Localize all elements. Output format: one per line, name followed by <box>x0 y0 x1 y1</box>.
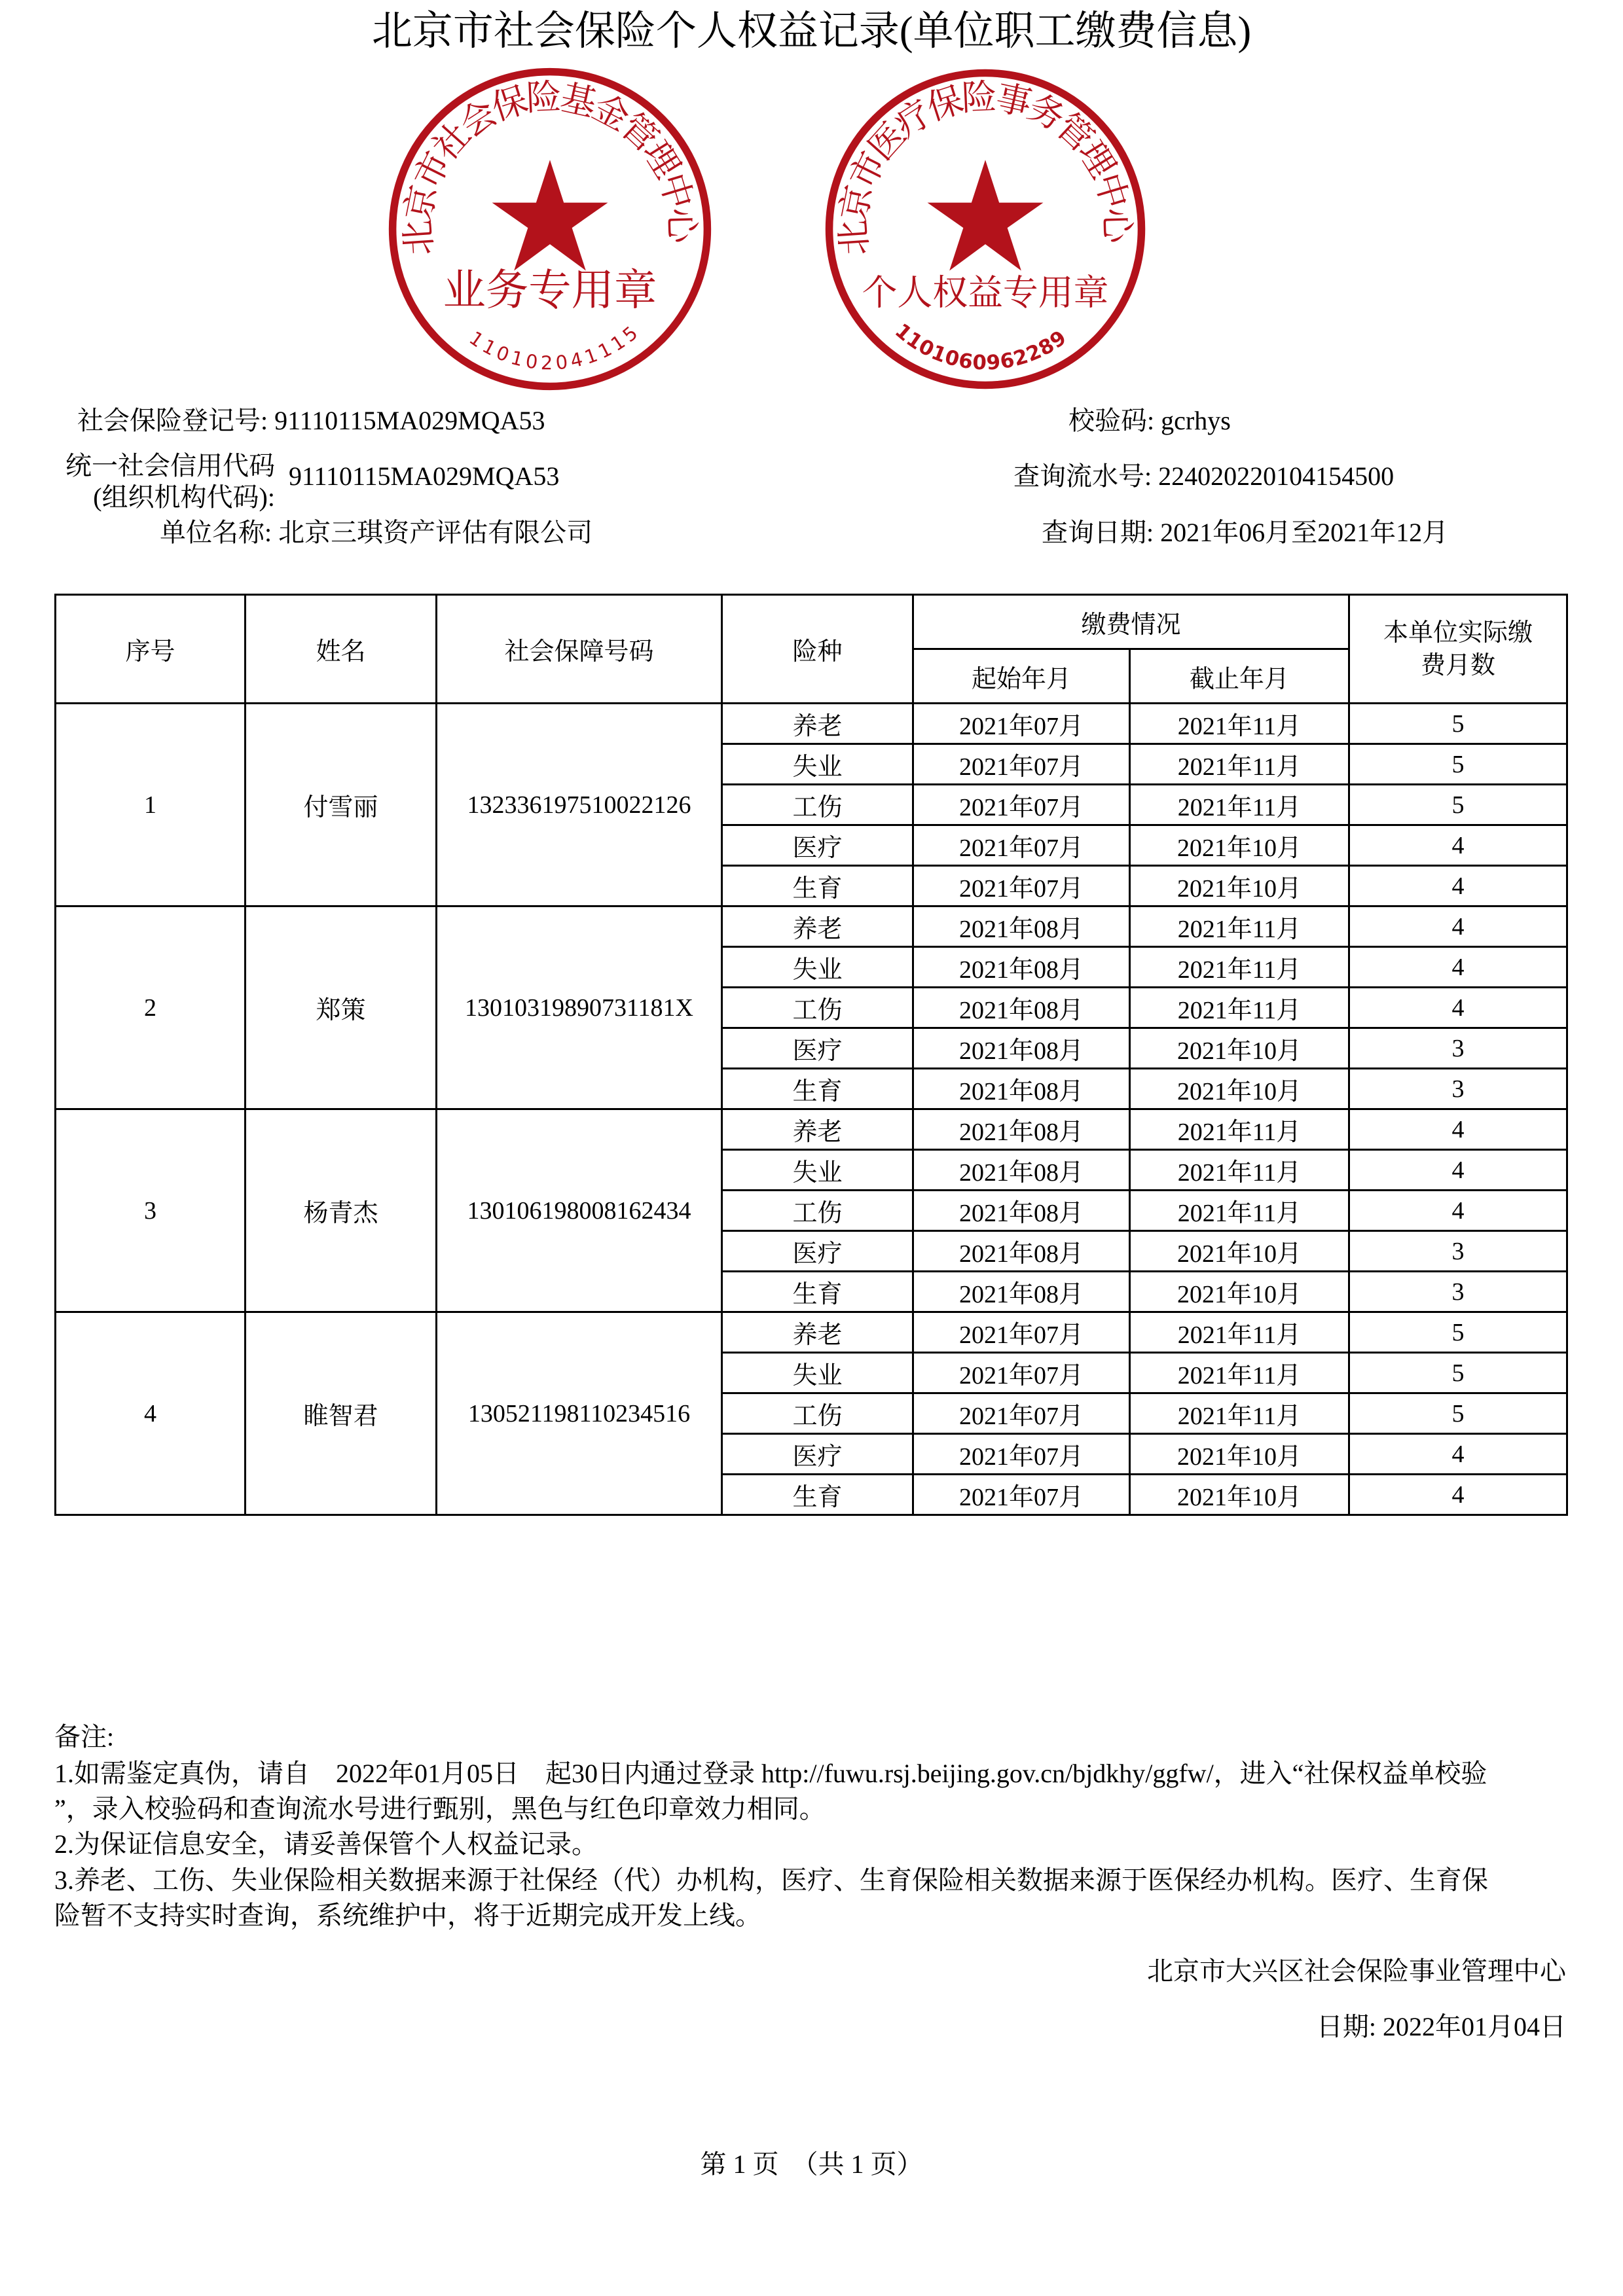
cell-end-month: 2021年11月 <box>1130 1109 1349 1150</box>
cell-name: 杨青杰 <box>246 1109 437 1312</box>
seal-medical-insurance <box>822 65 1149 393</box>
issuing-organization: 北京市大兴区社会保险事业管理中心 <box>1147 1956 1566 1986</box>
cell-name: 郑策 <box>246 906 437 1109</box>
cell-insurance-type: 工伤 <box>722 785 913 825</box>
credit-code-value: 91110115MA029MQA53 <box>289 461 560 491</box>
cell-months: 4 <box>1349 947 1567 988</box>
cell-start-month: 2021年08月 <box>913 1069 1130 1109</box>
cell-start-month: 2021年07月 <box>913 704 1130 744</box>
cell-end-month: 2021年11月 <box>1130 704 1349 744</box>
value: 2021年06月至2021年12月 <box>1160 518 1449 547</box>
cell-end-month: 2021年11月 <box>1130 947 1349 988</box>
cell-end-month: 2021年10月 <box>1130 1434 1349 1475</box>
note-line: 2.为保证信息安全，请妥善保管个人权益记录。 <box>54 1829 598 1859</box>
cell-no: 1 <box>56 704 246 906</box>
value: gcrhys <box>1161 406 1231 435</box>
cell-start-month: 2021年08月 <box>913 1109 1130 1150</box>
table-row <box>56 704 1567 744</box>
seal-code: 1101060962289 <box>890 319 1072 375</box>
header-name: 姓名 <box>246 595 437 704</box>
issue-date: 日期: 2022年01月04日 <box>1316 2012 1566 2041</box>
cell-end-month: 2021年11月 <box>1130 906 1349 947</box>
page-title: 北京市社会保险个人权益记录(单位职工缴费信息) <box>371 9 1252 54</box>
cell-start-month: 2021年08月 <box>913 1028 1130 1069</box>
cell-start-month: 2021年07月 <box>913 1353 1130 1393</box>
cell-insurance-type: 失业 <box>722 1150 913 1191</box>
cell-months: 4 <box>1349 825 1567 866</box>
cell-start-month: 2021年08月 <box>913 1231 1130 1272</box>
cell-insurance-type: 生育 <box>722 1272 913 1312</box>
cell-insurance-type: 养老 <box>722 1109 913 1150</box>
contribution-table <box>54 594 1568 1516</box>
notes-heading: 备注: <box>54 1722 115 1751</box>
cell-end-month: 2021年10月 <box>1130 1069 1349 1109</box>
header-type: 险种 <box>722 595 913 704</box>
cell-months: 5 <box>1349 744 1567 785</box>
table-row <box>56 1109 1567 1150</box>
registration-number <box>77 405 545 437</box>
header-no: 序号 <box>56 595 246 704</box>
label: 社会保险登记号: <box>77 406 268 435</box>
note-line: ”，录入校验码和查询流水号进行甄别，黑色与红色印章效力相同。 <box>54 1794 826 1823</box>
cell-end-month: 2021年11月 <box>1130 1312 1349 1353</box>
seal-code: 110102041115 <box>465 319 645 374</box>
cell-start-month: 2021年07月 <box>913 1434 1130 1475</box>
cell-insurance-type: 失业 <box>722 947 913 988</box>
label: 查询流水号: <box>1013 461 1152 491</box>
cell-months: 3 <box>1349 1028 1567 1069</box>
cell-start-month: 2021年08月 <box>913 906 1130 947</box>
cell-start-month: 2021年07月 <box>913 1475 1130 1515</box>
cell-insurance-type: 生育 <box>722 1475 913 1515</box>
cell-insurance-type: 医疗 <box>722 1028 913 1069</box>
cell-ssn: 130521198110234516 <box>437 1312 722 1515</box>
seal-center-text: 个人权益专用章 <box>862 273 1109 313</box>
header-months-text: 本单位实际缴费月数 <box>1383 619 1533 679</box>
cell-months: 4 <box>1349 1475 1567 1515</box>
cell-months: 5 <box>1349 1353 1567 1393</box>
cell-insurance-type: 医疗 <box>722 825 913 866</box>
cell-months: 5 <box>1349 1393 1567 1434</box>
cell-insurance-type: 医疗 <box>722 1231 913 1272</box>
note-line: 险暂不支持实时查询，系统维护中，将于近期完成开发上线。 <box>54 1901 761 1930</box>
cell-end-month: 2021年11月 <box>1130 785 1349 825</box>
cell-name: 付雪丽 <box>246 704 437 906</box>
cell-months: 4 <box>1349 988 1567 1028</box>
header-payment: 缴费情况 <box>913 595 1349 649</box>
cell-months: 4 <box>1349 906 1567 947</box>
cell-months: 3 <box>1349 1231 1567 1272</box>
check-code <box>1068 405 1231 437</box>
note-line: 1.如需鉴定真伪，请自 2022年01月05日 起30日内通过登录 http://fuwu.rsj.beijing.gov.cn/bjdkhy/ggfw/，进入“社保权益单校验 <box>54 1759 1487 1788</box>
cell-end-month: 2021年11月 <box>1130 744 1349 785</box>
cell-start-month: 2021年07月 <box>913 1312 1130 1353</box>
seal-social-insurance-fund <box>386 65 714 393</box>
query-date <box>1042 517 1448 548</box>
cell-end-month: 2021年10月 <box>1130 825 1349 866</box>
header-ssn: 社会保障号码 <box>437 595 722 704</box>
cell-insurance-type: 工伤 <box>722 1191 913 1231</box>
cell-insurance-type: 失业 <box>722 1353 913 1393</box>
cell-months: 4 <box>1349 1150 1567 1191</box>
cell-months: 4 <box>1349 866 1567 906</box>
cell-months: 3 <box>1349 1272 1567 1312</box>
cell-end-month: 2021年10月 <box>1130 1272 1349 1312</box>
header-start: 起始年月 <box>913 649 1130 704</box>
cell-start-month: 2021年07月 <box>913 785 1130 825</box>
svg-text:110102041115 <box>465 319 645 374</box>
cell-name: 睢智君 <box>246 1312 437 1515</box>
cell-insurance-type: 工伤 <box>722 1393 913 1434</box>
cell-start-month: 2021年07月 <box>913 866 1130 906</box>
cell-end-month: 2021年11月 <box>1130 988 1349 1028</box>
cell-months: 4 <box>1349 1109 1567 1150</box>
cell-start-month: 2021年08月 <box>913 1150 1130 1191</box>
cell-end-month: 2021年11月 <box>1130 1393 1349 1434</box>
label: 统一社会信用代码 <box>65 451 275 480</box>
cell-insurance-type: 工伤 <box>722 988 913 1028</box>
cell-no: 2 <box>56 906 246 1109</box>
cell-end-month: 2021年10月 <box>1130 1231 1349 1272</box>
value: 91110115MA029MQA53 <box>274 406 545 435</box>
seal-arc-text: 北京市社会保险基金管理中心 <box>398 77 702 257</box>
cell-insurance-type: 养老 <box>722 906 913 947</box>
cell-insurance-type: 养老 <box>722 704 913 744</box>
cell-months: 4 <box>1349 1434 1567 1475</box>
unit-name <box>160 517 593 548</box>
cell-start-month: 2021年07月 <box>913 825 1130 866</box>
value: 北京三琪资产评估有限公司 <box>278 518 593 547</box>
seal-arc-text: 北京市医疗保险事务管理中心 <box>833 77 1137 257</box>
cell-end-month: 2021年10月 <box>1130 1475 1349 1515</box>
cell-insurance-type: 医疗 <box>722 1434 913 1475</box>
header-months <box>1349 595 1567 704</box>
cell-no: 3 <box>56 1109 246 1312</box>
cell-insurance-type: 养老 <box>722 1312 913 1353</box>
cell-end-month: 2021年11月 <box>1130 1150 1349 1191</box>
cell-start-month: 2021年08月 <box>913 947 1130 988</box>
cell-ssn: 130106198008162434 <box>437 1109 722 1312</box>
label: 校验码: <box>1068 406 1155 435</box>
cell-months: 3 <box>1349 1069 1567 1109</box>
cell-start-month: 2021年08月 <box>913 1191 1130 1231</box>
cell-no: 4 <box>56 1312 246 1515</box>
cell-insurance-type: 生育 <box>722 1069 913 1109</box>
cell-months: 5 <box>1349 1312 1567 1353</box>
table-row <box>56 1312 1567 1353</box>
page-number: 第 1 页 （共 1 页） <box>700 2149 923 2179</box>
cell-end-month: 2021年11月 <box>1130 1353 1349 1393</box>
cell-months: 5 <box>1349 785 1567 825</box>
table-row <box>56 906 1567 947</box>
query-serial <box>1013 461 1394 492</box>
cell-ssn: 132336197510022126 <box>437 704 722 906</box>
note-line: 3.养老、工伤、失业保险相关数据来源于社保经（代）办机构，医疗、生育保险相关数据来源于医保经办机构。医疗、生育保 <box>54 1865 1488 1895</box>
table-body <box>56 704 1567 1515</box>
header-end: 截止年月 <box>1130 649 1349 704</box>
cell-months: 4 <box>1349 1191 1567 1231</box>
cell-start-month: 2021年08月 <box>913 1272 1130 1312</box>
cell-end-month: 2021年10月 <box>1130 1028 1349 1069</box>
cell-insurance-type: 生育 <box>722 866 913 906</box>
cell-start-month: 2021年07月 <box>913 744 1130 785</box>
cell-end-month: 2021年11月 <box>1130 1191 1349 1231</box>
label: 查询日期: <box>1042 518 1154 547</box>
cell-end-month: 2021年10月 <box>1130 866 1349 906</box>
label: 单位名称: <box>160 518 272 547</box>
value: 224020220104154500 <box>1158 461 1395 491</box>
seal-center-text: 业务专用章 <box>443 267 657 315</box>
cell-months: 5 <box>1349 704 1567 744</box>
cell-start-month: 2021年07月 <box>913 1393 1130 1434</box>
cell-start-month: 2021年08月 <box>913 988 1130 1028</box>
credit-code-label <box>58 450 275 513</box>
cell-insurance-type: 失业 <box>722 744 913 785</box>
label: (组织机构代码): <box>93 482 275 512</box>
cell-ssn: 13010319890731181X <box>437 906 722 1109</box>
